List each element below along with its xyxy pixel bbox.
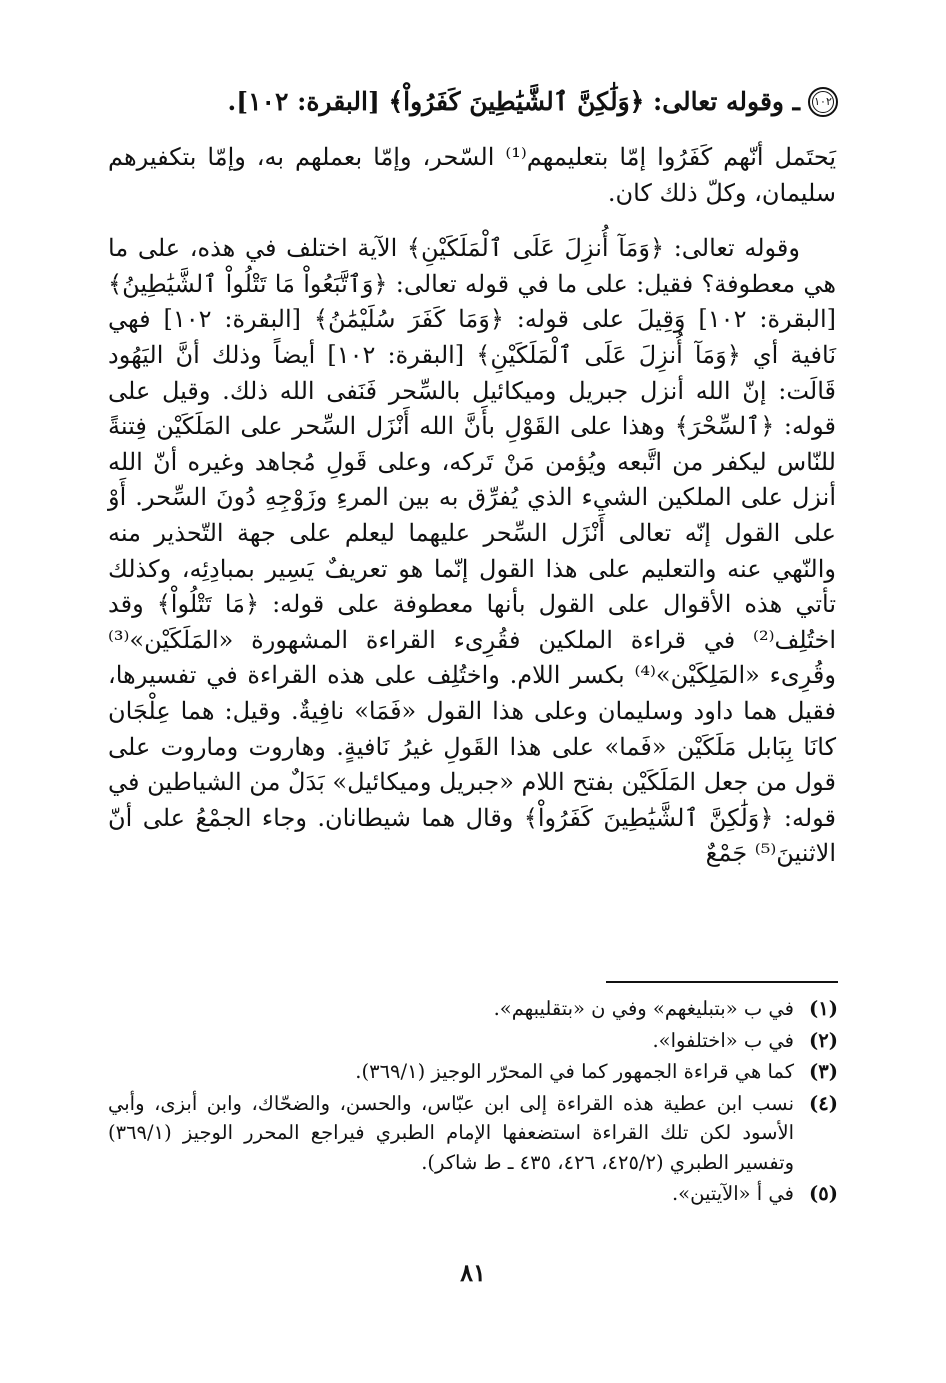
- footnote-text: في أ «الآيتين».: [671, 1182, 794, 1205]
- footnotes: [108, 994, 838, 1211]
- footnote-number: (١): [809, 997, 838, 1020]
- footnote-number: (٤): [809, 1091, 838, 1115]
- footnote-number: (٥): [809, 1182, 838, 1205]
- footnote-5: [108, 1179, 838, 1209]
- footnote-number: (٢): [809, 1028, 838, 1052]
- footnote-2: [108, 1026, 838, 1056]
- page-number: ٨١: [460, 1258, 486, 1287]
- footnote-text: في ب «بتبليغهم» وفي ن «بتقليبهم».: [493, 997, 794, 1020]
- section-heading: [150, 84, 838, 120]
- footnote-text: نسب ابن عطية هذه القراءة إلى ابن عبّاس، والحسن، والضحّاك، وابن أبزى، وأبي الأسود لكن تلك القراءة استضعفها الإمام الطبري فيراجع المحرر الوجيز (٣٦٩/١) وتفسير الطبري (٤٢٥/٢، ٤٢٦، ٤٣٥ ـ ط شاكر).: [108, 1091, 794, 1174]
- heading-text: ـ وقوله تعالى: ﴿وَلَٰكِنَّ ٱلشَّيَٰطِينَ كَفَرُواْ﴾ [البقرة: ١٠٢].: [227, 87, 800, 116]
- paragraph-2: وقوله تعالى: ﴿وَمَآ أُنزِلَ عَلَى ٱلْمَلَكَيْنِ﴾ الآية اختلف في هذه، على ما هي معطوفة؟ فقيل: على ما في قوله تعالى: ﴿وَٱتَّبَعُواْ مَا تَتْلُواْ ٱلشَّيَٰطِينُ﴾ [البقرة: ١٠٢] وَقِيلَ على قوله: ﴿وَمَا كَفَرَ سُلَيْمَٰنُ﴾ [البقرة: ١٠٢] فهي نَافية أي ﴿وَمَآ أُنزِلَ عَلَى ٱلْمَلَكَيْنِ﴾ [البقرة: ١٠٢] أيضاً وذلك أنَّ اليَهُود قَالَت: إنّ الله أنزل جبريل وميكائيل بالسِّحر فَنَفى الله ذلك. وقيل على قوله: ﴿ٱلسِّحْرَ﴾ وهذا على القَوْلِ بأَنَّ الله أَنْزَل السِّحر على المَلَكَيْن فِتنةً للنّاس ليكفر من اتَّبعه ويُؤمن مَنْ تَركه، وعلى قَولِ مُجاهد وغيره أنّ الله أنزل على الملكين الشيء الذي يُفرِّق به بين المرءِ وزَوْجِهِ دُونَ السِّحر. أَوْ على القول إنّه تعالى أَنْزَل السِّحر عليهما ليعلم على جهة التّحذير منه والنّهي عنه والتعليم على هذا القول إنّما هو تعريفٌ يَسِير بمبادِئِه، وكذلك تأتي هذه الأقوال على القول بأنها معطوفة على قوله: ﴿مَا تَتْلُواْ﴾ وقد اختُلِف⁽²⁾ في قراءة الملكين فقُرِىء القراءة المشهورة «المَلَكَيْن»⁽³⁾ وقُرِىء «المَلِكَيْن»⁽⁴⁾ بكسر اللام. واختُلِف على هذه القراءة في تفسيرها، فقيل هما داود وسليمان وعلى هذا القول «فَمَا» نافِيةٌ. وقيل: هما عِلْجَان كانَا بِبَابل مَلَكَيْن «فَما» على هذا القَولِ غيرُ نَافيةٍ. وهاروت وماروت على قول من جعل المَلَكَيْن بفتح اللام «جبريل وميكائيل» بَدَلٌ من الشياطين في قوله: ﴿وَلَٰكِنَّ ٱلشَّيَٰطِينَ كَفَرُواْ﴾ وقال هما شيطانان. وجاء الجمْعُ على أنّ الاثنينَ⁽⁵⁾ جَمْعٌ: [108, 234, 836, 868]
- footnote-text: كما هي قراءة الجمهور كما في المحرّر الوجيز (٣٦٩/١).: [355, 1060, 794, 1083]
- main-text: [108, 140, 836, 892]
- verse-number-badge-icon: ١٠٢: [808, 87, 838, 117]
- footnote-1: [108, 994, 838, 1024]
- footnote-number: (٣): [809, 1060, 838, 1083]
- footnote-4: [108, 1089, 838, 1178]
- paragraph-1: يَحتَمل أنّهم كَفَرُوا إمّا بتعليمهم⁽¹⁾ السّحر، وإمّا بعملهم به، وإمّا بتكفيرهم سليمان، وكلّ ذلك كان.: [108, 143, 836, 207]
- footnote-3: [108, 1057, 838, 1087]
- footnote-divider: [606, 981, 838, 983]
- footnote-text: في ب «اختلفوا».: [652, 1028, 794, 1052]
